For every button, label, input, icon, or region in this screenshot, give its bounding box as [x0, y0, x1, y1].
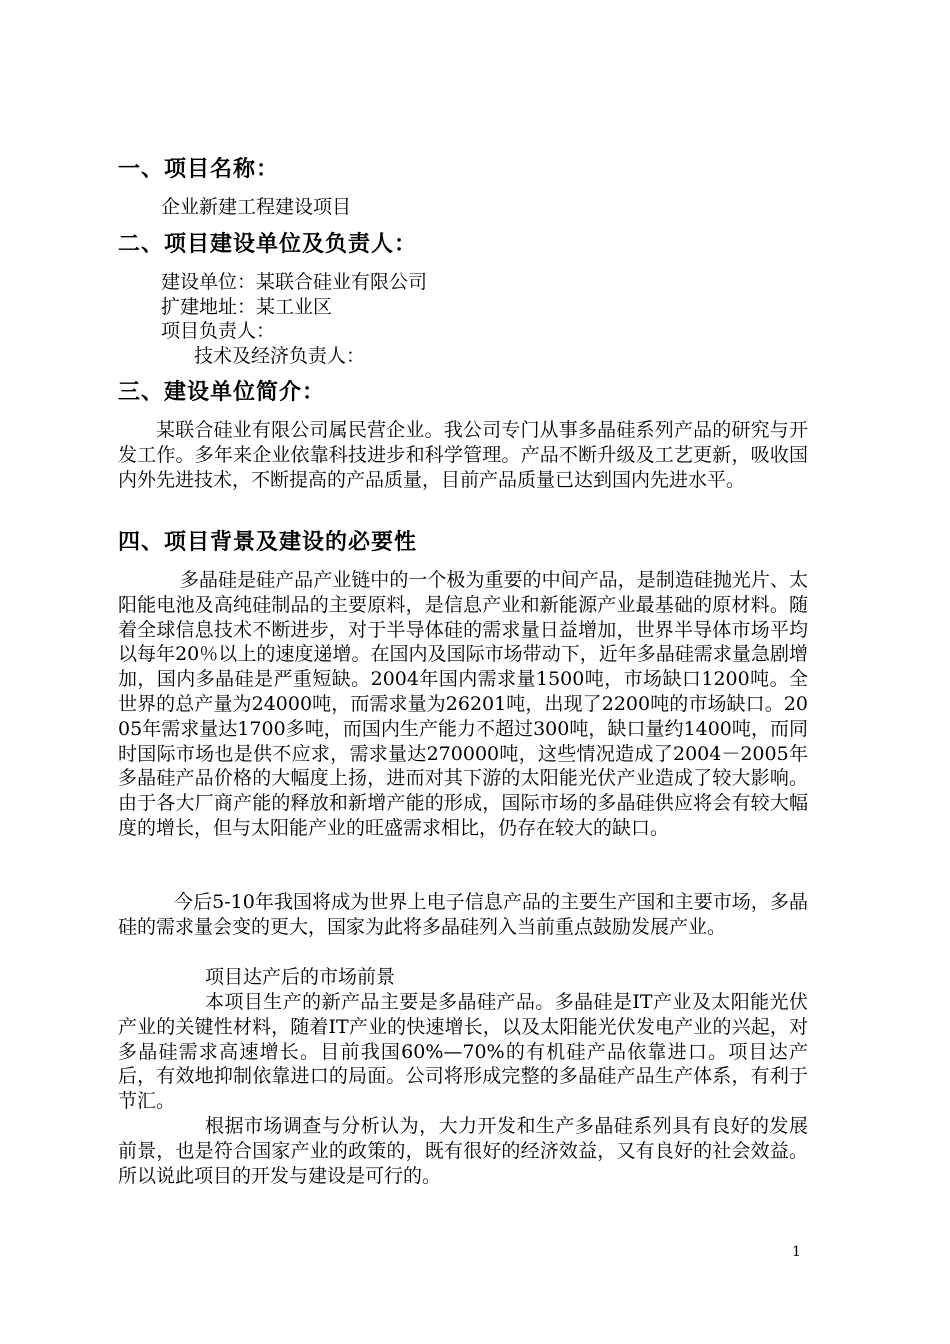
market-outlook-paragraph: 本项目生产的新产品主要是多晶硅产品。多晶硅是IT产业及太阳能光伏产业的关键性材料，随着IT产业的快速增长，以及太阳能光伏发电产业的兴起，对多晶硅需求高速增长。目前我国60%—70%的有机硅产品依靠进口。项目达产后，有效地抑制依靠进口的局面。公司将形成完整的多晶硅产品生产体系，有利于节汇。	[118, 991, 808, 1113]
company-intro-paragraph: 某联合硅业有限公司属民营企业。我公司专门从事多晶硅系列产品的研究与开发工作。多年来企业依靠科技进步和科学管理。产品不断升级及工艺更新，吸收国内外先进技术，不断提高的产品质量，目前产品质量已达到国内先进水平。	[118, 419, 808, 491]
background-paragraph-2: 今后5-10年我国将成为世界上电子信息产品的主要生产国和主要市场，多晶硅的需求量会变的更大，国家为此将多晶硅列入当前重点鼓励发展产业。	[118, 891, 808, 938]
background-paragraph-1: 多晶硅是硅产品产业链中的一个极为重要的中间产品，是制造硅抛光片、太阳能电池及高纯硅制品的主要原料，是信息产业和新能源产业最基础的原材料。随着全球信息技术不断进步，对于半导体硅的需求量日益增加，世界半导体市场平均以每年20％以上的速度递增。在国内及国际市场带动下，近年多晶硅需求量急剧增加，国内多晶硅是严重短缺。2004年国内需求量1500吨，市场缺口1200吨。全世界的总产量为24000吨，而需求量为26201吨，出现了2200吨的市场缺口。2005年需求量达1700多吨，而国内生产能力不超过300吨，缺口量约1400吨，而同时国际市场也是供不应求，需求量达270000吨，这些情况造成了2004－2005年多晶硅产品价格的大幅度上扬，进而对其下游的太阳能光伏产业造成了较大影响。由于各大厂商产能的释放和新增产能的形成，国际市场的多晶硅供应将会有较大幅度的增长，但与太阳能产业的旺盛需求相比，仍存在较大的缺口。	[118, 569, 808, 839]
section-heading-construction-unit: 二、项目建设单位及负责人：	[118, 232, 418, 257]
project-name-text: 企业新建工程建设项目	[161, 196, 352, 218]
expansion-address-line: 扩建地址：某工业区	[161, 296, 333, 318]
section-heading-project-name: 一、项目名称：	[118, 157, 280, 182]
conclusion-paragraph: 根据市场调查与分析认为，大力开发和生产多晶硅系列具有良好的发展前景，也是符合国家产业的政策的，既有很好的经济效益，又有良好的社会效益。所以说此项目的开发与建设是可行的。	[118, 1115, 808, 1187]
market-outlook-subtitle: 项目达产后的市场前景	[205, 966, 396, 988]
page-number: 1	[792, 1244, 801, 1260]
construction-unit-line: 建设单位：某联合硅业有限公司	[161, 271, 428, 293]
project-leader-line: 项目负责人：	[161, 320, 276, 342]
tech-econ-leader-line: 技术及经济负责人：	[194, 345, 366, 367]
section-heading-background: 四、项目背景及建设的必要性	[118, 530, 418, 555]
section-heading-company-intro: 三、建设单位简介：	[118, 380, 326, 405]
